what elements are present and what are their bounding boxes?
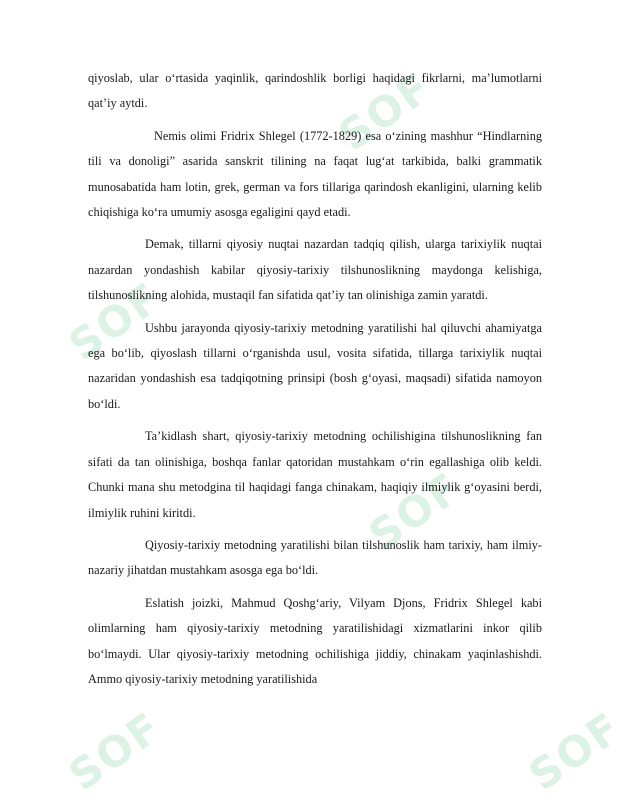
paragraph: Demak, tillarni qiyosiy nuqtai nazardan tadqiq qilish, ularga tarixiylik nuqtai nazardan yondashish kabilar qiyosiy-tarixiy tilshunoslikning maydonga kelishiga, tilshunoslikning alohida, mustaqil fan sifatida qat’iy tan olinishiga zamin yaratdi.: [88, 237, 542, 303]
paragraph-gap: [88, 526, 542, 533]
paragraph-gap: [88, 417, 542, 424]
watermark-logo: SOF: [60, 272, 171, 371]
paragraph: Qiyosiy-tarixiy metodning yaratilishi bilan tilshunoslik ham tarixiy, ham ilmiy-nazariy jihatdan mustahkam asosga ega bo‘ldi.: [88, 537, 542, 578]
paragraph: Ta’kidlash shart, qiyosiy-tarixiy metodning ochilishigina tilshunoslikning fan sifati da tan olinishiga, boshqa fanlar qatoridan mustahkam o‘rin egallashiga olib keldi. Chunki mana shu metodgina til haqidagi fanga chinakam, haqiqiy ilmiylik g‘oyasini berdi, ilmiylik ruhini kiritdi.: [88, 429, 542, 520]
paragraph: qiyoslab, ular o‘rtasida yaqinlik, qarindoshlik borligi haqidagi fikrlarni, ma’lumotlarni qat’iy aytdi.: [88, 71, 542, 111]
body-text: [88, 66, 542, 692]
watermark-logo: SOF: [330, 62, 441, 161]
paragraph-gap: [88, 225, 542, 232]
watermark-logo: SOF: [520, 702, 631, 800]
paragraph-gap: [88, 117, 542, 124]
paragraph: Nemis olimi Fridrix Shlegel (1772-1829) esa o‘zining mashhur “Hindlarning tili va donoligi” asarida sanskrit tilining na faqat lug‘at tarkibida, balki grammatik munosabatida ham lotin, grek, german va fors tillariga qarindosh ekanligini, ularning kelib chiqishiga ko‘ra umumiy asosga egaligini qayd etadi.: [88, 128, 542, 220]
watermark-logo: SOF: [360, 462, 471, 561]
paragraph: Ushbu jarayonda qiyosiy-tarixiy metodning yaratilishi hal qiluvchi ahamiyatga ega bo‘lib, qiyoslash tillarni o‘rganishda usul, vosita sifatida, tillarga tarixiylik nuqtai nazaridan yondashish esa tadqiqotning prinsipi (bosh g‘oyasi, maqsadi) sifatida namoyon bo‘ldi.: [88, 320, 542, 411]
paragraph-gap: [88, 309, 542, 316]
paragraph: Eslatish joizki, Mahmud Qoshg‘ariy, Vilyam Djons, Fridrix Shlegel kabi olimlarning ham qiyosiy-tarixiy metodning yaratilishidagi xizmatlarini inkor qilib bo‘lmaydi. Ular qiyosiy-tarixiy metodning ochilishiga jiddiy, chinakam yaqinlashishdi. Ammo qiyosiy-tarixiy metodning yaratilishida: [88, 595, 542, 686]
watermark-logo: SOF: [60, 702, 171, 800]
paragraph-gap: [88, 584, 542, 591]
